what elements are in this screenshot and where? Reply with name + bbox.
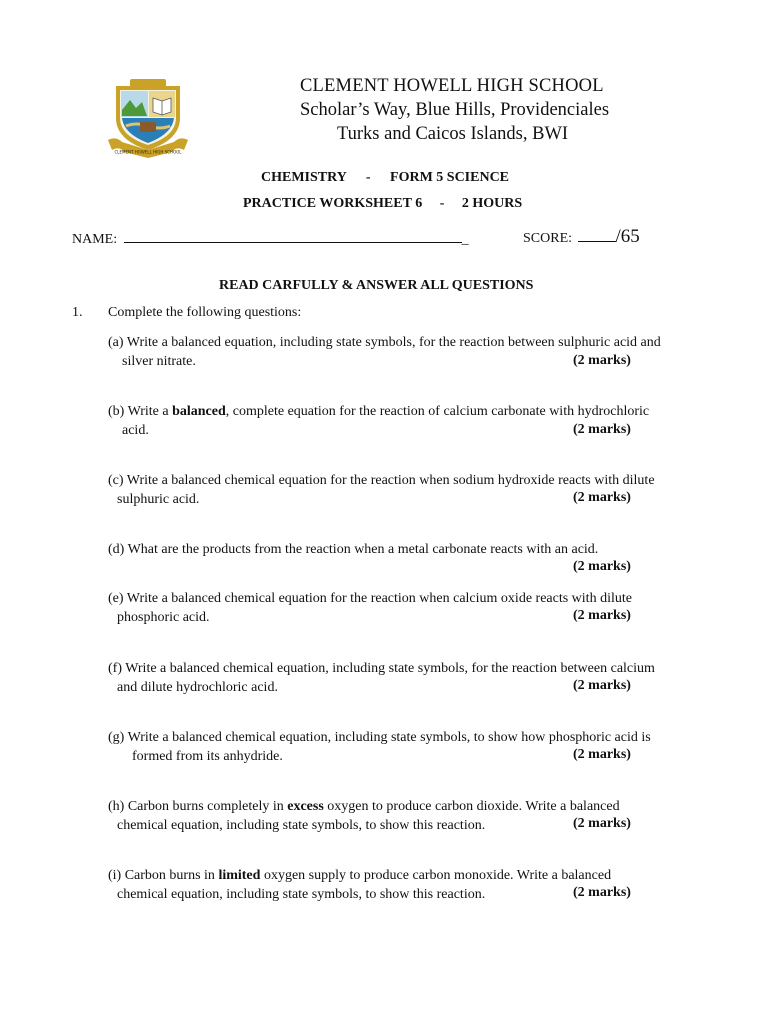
score-total: /65 <box>615 226 640 247</box>
part-i-line1 <box>108 866 611 885</box>
part-h-bold: excess <box>287 799 324 814</box>
part-i-bold: limited <box>218 868 261 883</box>
part-i-post: oxygen supply to produce carbon monoxide. Write a balanced <box>260 868 612 883</box>
question-number: 1. <box>72 305 83 320</box>
part-e-line1: (e) Write a balanced chemical equation for the reaction when calcium oxide reacts with dilute <box>108 591 632 606</box>
course-subject-line <box>261 170 509 186</box>
instructions-heading: READ CARFULLY & ANSWER ALL QUESTIONS <box>219 278 534 293</box>
worksheet-separator: - <box>439 196 445 211</box>
course-form: FORM 5 SCIENCE <box>390 170 510 185</box>
course-subject: CHEMISTRY <box>261 170 347 185</box>
school-address-line2: Turks and Caicos Islands, BWI <box>337 124 569 144</box>
part-c-marks: (2 marks) <box>573 490 631 505</box>
score-label: SCORE: <box>523 231 573 246</box>
part-g-line2: formed from its anhydride. <box>132 749 283 764</box>
part-b-pre: (b) Write a <box>108 404 173 419</box>
part-i-pre: (i) Carbon burns in <box>108 868 219 883</box>
part-h-post: oxygen to produce carbon dioxide. Write a balanced <box>323 799 620 814</box>
part-d-line1: (d) What are the products from the reaction when a metal carbonate reacts with an acid. <box>108 542 599 557</box>
score-row <box>523 226 640 248</box>
part-f-marks: (2 marks) <box>573 678 631 693</box>
part-a-marks: (2 marks) <box>573 353 631 368</box>
part-c-line2: sulphuric acid. <box>117 492 200 507</box>
crest-banner-text: CLEMENT HOWELL HIGH SCHOOL <box>114 149 182 155</box>
part-h-pre: (h) Carbon burns completely in <box>108 799 288 814</box>
student-name-row <box>72 228 469 248</box>
part-h-marks: (2 marks) <box>573 816 631 831</box>
part-e-marks: (2 marks) <box>573 608 631 623</box>
part-b-line2: acid. <box>122 423 149 438</box>
name-label: NAME: <box>72 232 118 247</box>
part-i-line2: chemical equation, including state symbols, to show this reaction. <box>117 887 486 902</box>
score-field[interactable] <box>578 227 616 242</box>
part-i-marks: (2 marks) <box>573 885 631 900</box>
school-address-line1: Scholar’s Way, Blue Hills, Providenciales <box>300 100 610 120</box>
course-separator: - <box>365 170 371 185</box>
part-c-line1: (c) Write a balanced chemical equation for the reaction when sodium hydroxide reacts with dilute <box>108 473 655 488</box>
part-d-marks: (2 marks) <box>573 559 631 574</box>
school-name: CLEMENT HOWELL HIGH SCHOOL <box>300 76 604 96</box>
part-b-marks: (2 marks) <box>573 422 631 437</box>
part-g-marks: (2 marks) <box>573 747 631 762</box>
name-field[interactable] <box>124 228 462 243</box>
name-field-tail: _ <box>461 232 469 247</box>
part-a-line2: silver nitrate. <box>122 354 196 369</box>
question-prompt: Complete the following questions: <box>108 305 302 320</box>
part-b-bold: balanced <box>172 404 226 419</box>
part-g-line1: (g) Write a balanced chemical equation, including state symbols, to show how phosphoric acid is <box>108 730 651 745</box>
worksheet-title: PRACTICE WORKSHEET 6 <box>243 196 423 211</box>
part-b-post: , complete equation for the reaction of calcium carbonate with hydrochloric <box>225 404 650 419</box>
part-e-line2: phosphoric acid. <box>117 610 210 625</box>
school-crest-logo <box>106 78 190 158</box>
part-a-line1: (a) Write a balanced equation, including state symbols, for the reaction between sulphuric acid and <box>108 335 661 350</box>
part-f-line1: (f) Write a balanced chemical equation, including state symbols, for the reaction between calcium <box>108 661 655 676</box>
part-b-line1 <box>108 402 649 421</box>
worksheet-line <box>243 196 522 212</box>
part-h-line2: chemical equation, including state symbols, to show this reaction. <box>117 818 486 833</box>
part-h-line1 <box>108 797 620 816</box>
part-f-line2: and dilute hydrochloric acid. <box>117 680 278 695</box>
worksheet-duration: 2 HOURS <box>461 196 523 211</box>
